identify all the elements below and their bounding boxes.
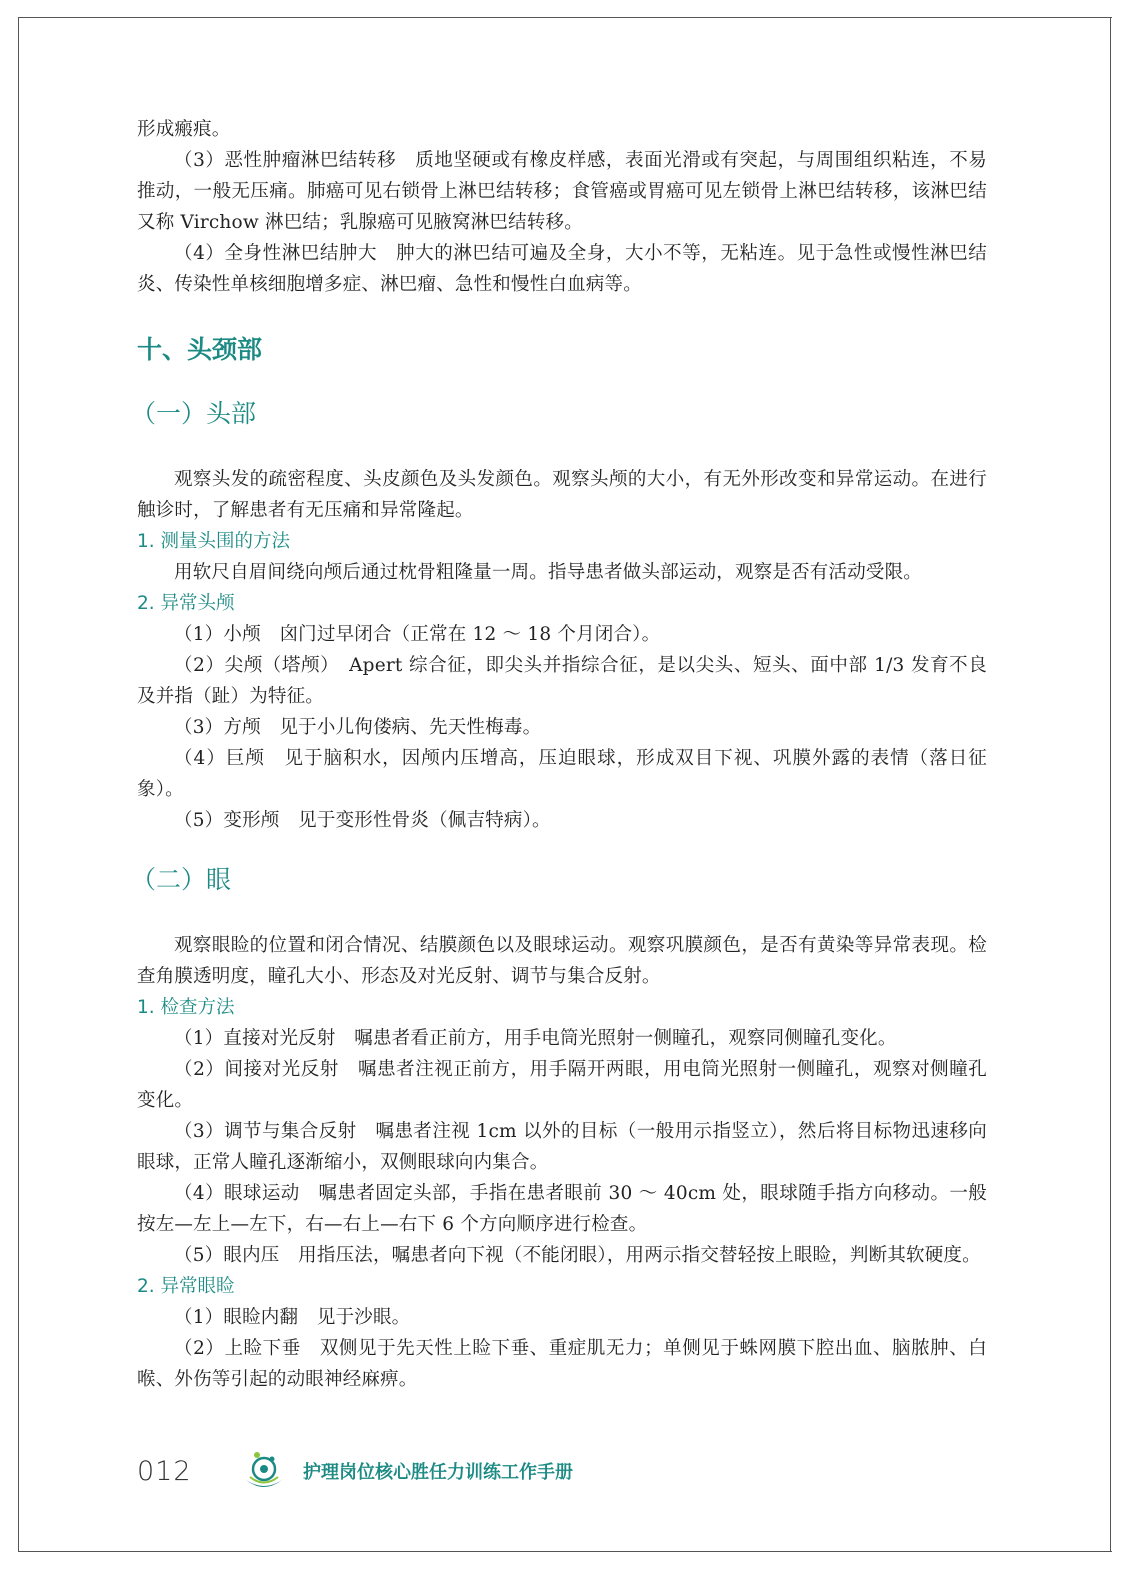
page-border-top	[18, 17, 1112, 18]
subsection-title-head: （一）头部	[131, 399, 257, 428]
head-sub1-title: 1. 测量头围的方法	[137, 531, 291, 552]
book-title: 护理岗位核心胜任力训练工作手册	[303, 1462, 573, 1483]
section-title-head-neck: 十、头颈部	[137, 335, 263, 364]
head-intro: 观察头发的疏密程度、头皮颜色及头发颜色。观察头颅的大小，有无外形改变和异常运动。在进行触诊时，了解患者有无压痛和异常隆起。	[137, 469, 987, 521]
eye-item: （1）直接对光反射 嘱患者看正前方，用手电筒光照射一侧瞳孔，观察同侧瞳孔变化。	[174, 1028, 897, 1049]
subsection-title-eye: （二）眼	[131, 865, 232, 894]
paragraph-continuation: 形成瘢痕。	[137, 119, 231, 140]
head-item: （1）小颅 囟门过早闭合（正常在 12 ～ 18 个月闭合）。	[174, 624, 661, 645]
page-border-right	[1110, 17, 1111, 1551]
head-item: （2）尖颅（塔颅） Apert 综合征，即尖头并指综合征，是以尖头、短头、面中部 1/3 发育不良及并指（趾）为特征。	[137, 655, 987, 707]
eye-item: （5）眼内压 用指压法，嘱患者向下视（不能闭眼），用两示指交替轻按上眼睑，判断其软硬度。	[174, 1245, 981, 1266]
eye-sub1-title: 1. 检查方法	[137, 997, 235, 1018]
page-border-bottom	[18, 1551, 1112, 1552]
page-border-left	[18, 17, 19, 1551]
page-footer	[137, 1448, 987, 1498]
head-sub2-title: 2. 异常头颅	[137, 593, 235, 614]
eye-item: （2）间接对光反射 嘱患者注视正前方，用手隔开两眼，用电筒光照射一侧瞳孔，观察对侧瞳孔变化。	[137, 1059, 987, 1111]
page-number: 012	[137, 1456, 192, 1487]
eyelid-item: （2）上睑下垂 双侧见于先天性上睑下垂、重症肌无力；单侧见于蛛网膜下腔出血、脑脓肿、白喉、外伤等引起的动眼神经麻痹。	[137, 1338, 987, 1390]
paragraph-malignant-lymph: （3）恶性肿瘤淋巴结转移 质地坚硬或有橡皮样感，表面光滑或有突起，与周围组织粘连，不易推动，一般无压痛。肺癌可见右锁骨上淋巴结转移；食管癌或胃癌可见左锁骨上淋巴结转移，该淋巴结又称 Virchow 淋巴结；乳腺癌可见腋窝淋巴结转移。	[137, 150, 987, 233]
eye-item: （4）眼球运动 嘱患者固定头部，手指在患者眼前 30 ～ 40cm 处，眼球随手指方向移动。一般按左—左上—左下，右—右上—右下 6 个方向顺序进行检查。	[137, 1183, 987, 1235]
paragraph-systemic-lymph: （4）全身性淋巴结肿大 肿大的淋巴结可遍及全身，大小不等，无粘连。见于急性或慢性淋巴结炎、传染性单核细胞增多症、淋巴瘤、急性和慢性白血病等。	[137, 243, 987, 295]
head-item: （4）巨颅 见于脑积水，因颅内压增高，压迫眼球，形成双目下视、巩膜外露的表情（落日征象）。	[137, 748, 987, 800]
head-item: （5）变形颅 见于变形性骨炎（佩吉特病）。	[174, 810, 551, 831]
eye-sub2-title: 2. 异常眼睑	[137, 1276, 235, 1297]
eyelid-item: （1）眼睑内翻 见于沙眼。	[174, 1307, 411, 1328]
eye-item: （3）调节与集合反射 嘱患者注视 1cm 以外的目标（一般用示指竖立），然后将目标物迅速移向眼球，正常人瞳孔逐渐缩小，双侧眼球向内集合。	[137, 1121, 987, 1173]
head-sub1-text: 用软尺自眉间绕向颅后通过枕骨粗隆量一周。指导患者做头部运动，观察是否有活动受限。	[174, 562, 923, 583]
head-item: （3）方颅 见于小儿佝偻病、先天性梅毒。	[174, 717, 542, 738]
page-body	[131, 114, 987, 1395]
nursing-logo-icon	[243, 1450, 285, 1492]
eye-intro: 观察眼睑的位置和闭合情况、结膜颜色以及眼球运动。观察巩膜颜色，是否有黄染等异常表现。检查角膜透明度，瞳孔大小、形态及对光反射、调节与集合反射。	[137, 935, 987, 987]
